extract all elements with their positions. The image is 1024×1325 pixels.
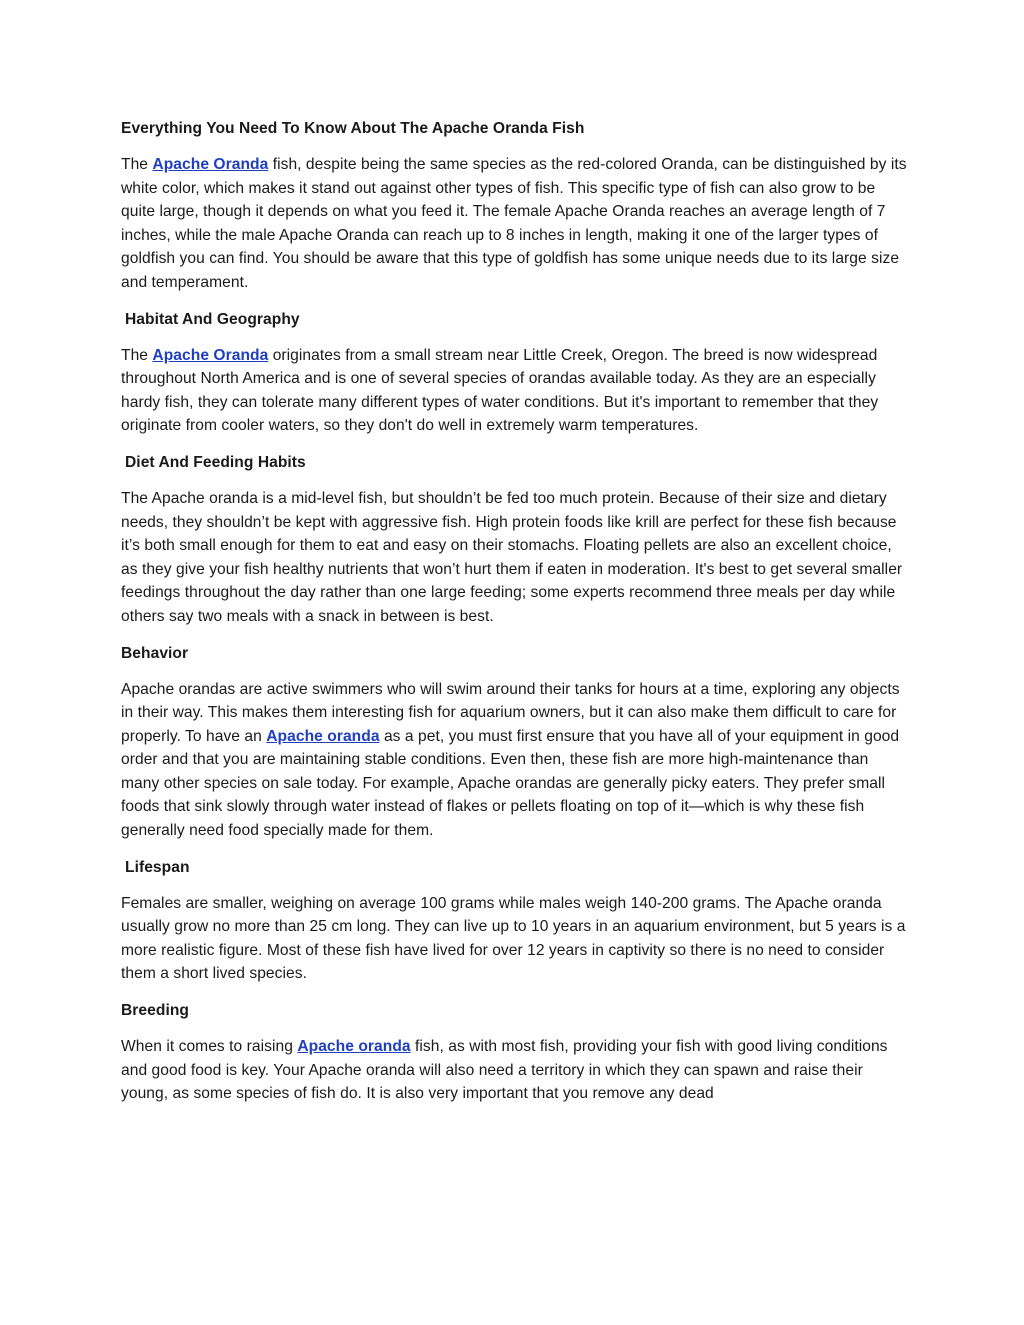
breeding-text-after: fish, as with most fish, providing your fish with good living conditions and good food is key. Your Apache oranda will also need a territory in which they can spawn and raise their young, as some species of fish do. It is also very important that you remove any dead: [121, 1038, 888, 1103]
habitat-paragraph: [121, 344, 911, 438]
behavior-text-before: Apache orandas are active swimmers who will swim around their tanks for hours at a time, exploring any objects in their way. This makes them interesting fish for aquarium owners, but it can also make them difficult to care for properly. To have an: [121, 680, 900, 745]
lifespan-paragraph: Females are smaller, weighing on average 100 grams while males weigh 140-200 grams. The Apache oranda usually grow no more than 25 cm long. They can live up to 10 years in an aquarium environment, but 5 years is a more realistic figure. Most of these fish have lived for over 12 years in captivity so there is no need to consider them a short lived species.: [121, 894, 906, 983]
behavior-heading: Behavior: [121, 644, 189, 662]
apache-oranda-link-breeding[interactable]: Apache oranda: [297, 1038, 411, 1056]
apache-oranda-link-behavior[interactable]: Apache oranda: [266, 727, 380, 745]
lifespan-heading: Lifespan: [125, 858, 190, 876]
document-page: [121, 117, 911, 1119]
habitat-heading: Habitat And Geography: [125, 310, 300, 328]
document-title: Everything You Need To Know About The Apache Oranda Fish: [121, 120, 585, 137]
diet-heading: Diet And Feeding Habits: [125, 453, 306, 471]
breeding-heading: Breeding: [121, 1002, 189, 1020]
apache-oranda-link-habitat[interactable]: Apache Oranda: [152, 346, 269, 364]
breeding-text-before: When it comes to raising: [121, 1038, 298, 1056]
breeding-paragraph: [121, 1035, 911, 1106]
habitat-text-before: The: [121, 346, 153, 364]
intro-paragraph: [121, 153, 911, 295]
apache-oranda-link-intro[interactable]: Apache Oranda: [152, 156, 269, 173]
intro-text-after: fish, despite being the same species as the red-colored Oranda, can be distinguished by its white color, which makes it stand out against other types of fish. This specific type of fish can also grow to be quite large, though it depends on what you feed it. The female Apache Oranda reaches an average length of 7 inches, while the male Apache Oranda can reach up to 8 inches in length, making it one of the larger types of goldfish you can find. You should be aware that this type of goldfish has some unique needs due to its large size and temperament.: [121, 156, 907, 291]
behavior-paragraph: [121, 678, 911, 843]
behavior-text-after: as a pet, you must first ensure that you have all of your equipment in good order and that you are maintaining stable conditions. Even then, these fish are more high-maintenance than many other species on sale today. For example, Apache orandas are generally picky eaters. They prefer small foods that sink slowly through water instead of flakes or pellets floating on top of it—which is why these fish generally need food specially made for them.: [121, 727, 900, 840]
habitat-text-after: originates from a small stream near Little Creek, Oregon. The breed is now widespread throughout North America and is one of several species of orandas available today. As they are an especially hardy fish, they can tolerate many different types of water conditions. But it's important to remember that they originate from cooler waters, so they don't do well in extremely warm temperatures.: [121, 346, 879, 435]
diet-paragraph: The Apache oranda is a mid-level fish, but shouldn’t be fed too much protein. Because of their size and dietary needs, they shouldn’t be kept with aggressive fish. High protein foods like krill are perfect for these fish because it’s both small enough for them to eat and easy on their stomachs. Floating pellets are also an excellent choice, as they give your fish healthy nutrients that won’t hurt them if eaten in moderation. It's best to get several smaller feedings throughout the day rather than one large feeding; some experts recommend three meals per day while others say two meals with a snack in between is best.: [121, 489, 903, 625]
intro-text-before: The: [121, 156, 153, 173]
